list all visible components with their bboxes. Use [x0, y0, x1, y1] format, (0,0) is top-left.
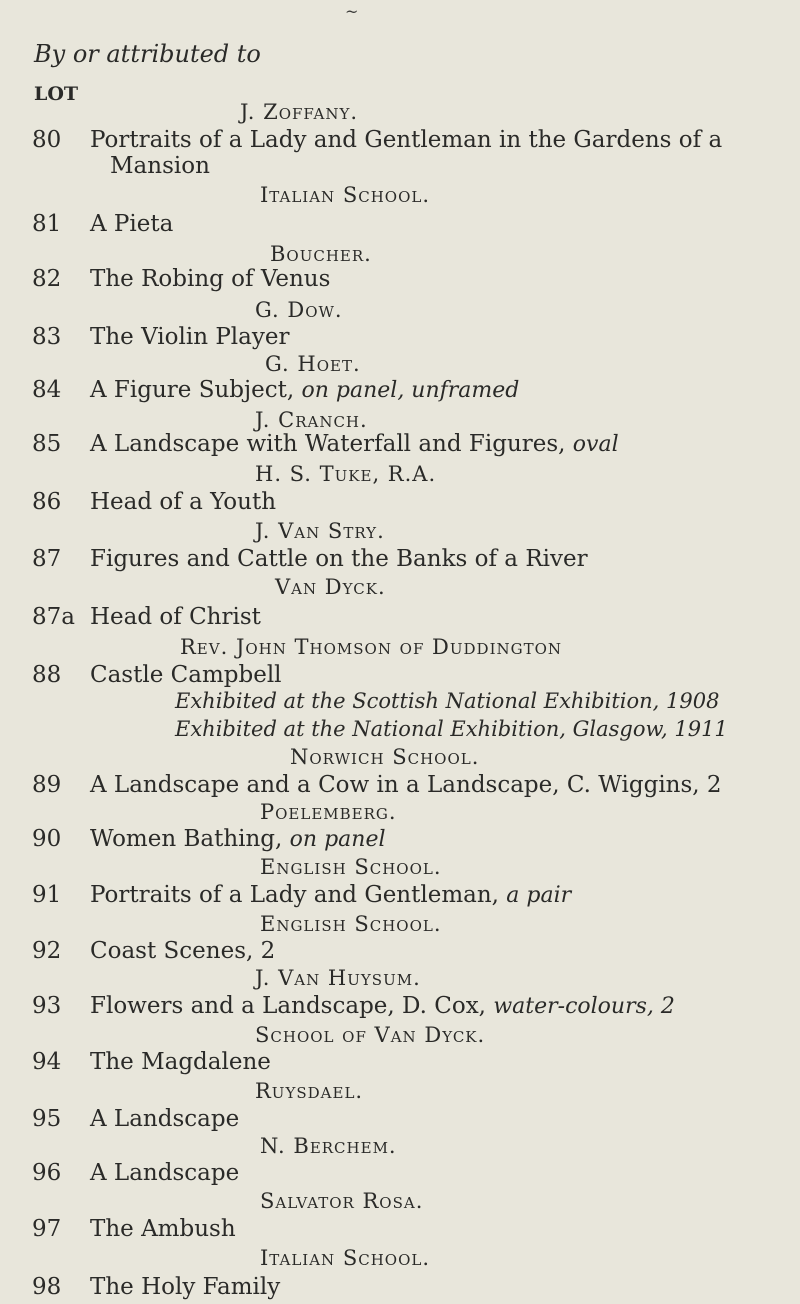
lot-qualifier: a pair [506, 883, 572, 908]
lot-title-text: A Figure Subject, [90, 377, 295, 403]
lot-title-text: Women Bathing, [90, 826, 283, 852]
lot-title-text: Portraits of a Lady and Gentleman in the Gardens of a [90, 127, 723, 153]
artist-name: N. Berchem. [260, 1134, 397, 1158]
artist-name: Italian School. [260, 183, 431, 207]
artist-name: J. Van Huysum. [255, 966, 421, 990]
lot-title-text: The Magdalene [90, 1049, 271, 1075]
artist-name: G. Hoet. [265, 352, 361, 376]
artist-name: J. Van Stry. [255, 519, 385, 543]
lot-title-text: The Holy Family [90, 1274, 281, 1300]
lot-title [90, 600, 261, 634]
lot-title-text: Head of a Youth [90, 489, 277, 515]
artist-name: Rev. John Thomson of Duddington [180, 635, 563, 659]
lot-row [0, 427, 800, 461]
lot-number: 86 [32, 489, 62, 515]
lot-title-text: Castle Campbell [90, 662, 282, 688]
artist-name: School of Van Dyck. [255, 1023, 486, 1047]
lot-title-text: The Violin Player [90, 324, 290, 350]
lot-title-text: Coast Scenes, 2 [90, 938, 276, 964]
lot-title-text: Head of Christ [90, 604, 261, 630]
artist-name: Ruysdael. [255, 1079, 364, 1103]
lot-qualifier: water-colours, 2 [493, 994, 675, 1019]
lot-row [0, 262, 800, 296]
lot-number: 84 [32, 377, 62, 403]
artist-name: J. Zoffany. [240, 100, 359, 124]
artist-name: H. S. Tuke, R.A. [255, 462, 437, 486]
lot-qualifier: on panel, unframed [301, 378, 520, 403]
exhibition-note: Exhibited at the Scottish National Exhibition, 1908 [175, 689, 720, 713]
lot-title-text: Figures and Cattle on the Banks of a River [90, 546, 588, 572]
lot-number: 81 [32, 211, 62, 237]
lot-title [90, 1270, 280, 1304]
exhibition-note: Exhibited at the National Exhibition, Glasgow, 1911 [175, 717, 728, 741]
artist-name: Poelemberg. [260, 800, 397, 824]
lot-number: 98 [32, 1274, 62, 1300]
lot-number: 91 [32, 882, 62, 908]
lot-title-text: A Landscape [90, 1106, 240, 1132]
lot-title-text: A Landscape [90, 1160, 240, 1186]
lot-number: 93 [32, 993, 62, 1019]
lot-number: 80 [32, 127, 62, 153]
lot-number: 94 [32, 1049, 62, 1075]
lot-number: 95 [32, 1106, 62, 1132]
lot-number: 90 [32, 826, 62, 852]
artist-name: English School. [260, 855, 442, 879]
lot-row [0, 373, 800, 407]
lot-qualifier: oval [572, 432, 619, 457]
lot-number: 96 [32, 1160, 62, 1186]
lot-number: 88 [32, 662, 62, 688]
lot-title-text: A Landscape and a Cow in a Landscape, C. Wiggins, 2 [90, 772, 722, 798]
artist-name: English School. [260, 912, 442, 936]
lot-qualifier: on panel [289, 827, 386, 852]
lot-row [0, 207, 800, 241]
artist-name: Italian School. [260, 1246, 431, 1270]
page-mark: ~ [345, 2, 359, 21]
lot-title [90, 262, 330, 296]
lot-column-label: LOT [34, 83, 79, 105]
lot-row [0, 600, 800, 634]
lot-title-text: The Ambush [90, 1216, 236, 1242]
lot-number: 92 [32, 938, 62, 964]
artist-name: Salvator Rosa. [260, 1189, 424, 1213]
artist-name: Norwich School. [290, 745, 480, 769]
lot-title-text: A Pieta [90, 211, 174, 237]
lot-number: 82 [32, 266, 62, 292]
lot-number: 97 [32, 1216, 62, 1242]
lot-number: 83 [32, 324, 62, 350]
lot-title [90, 207, 173, 241]
lot-number: 87 [32, 546, 62, 572]
artist-name: Van Dyck. [275, 575, 386, 599]
lot-number: 85 [32, 431, 62, 457]
artist-name: G. Dow. [255, 298, 343, 322]
lot-number: 89 [32, 772, 62, 798]
lot-title-text: A Landscape with Waterfall and Figures, [90, 431, 566, 457]
lot-row [0, 1270, 800, 1304]
lot-number: 87a [32, 604, 75, 630]
lot-title-text: Flowers and a Landscape, D. Cox, [90, 993, 486, 1019]
lot-title-text: The Robing of Venus [90, 266, 331, 292]
page-heading: By or attributed to [34, 40, 261, 68]
artist-heading-row [0, 570, 800, 604]
lot-title-continuation: Mansion [110, 153, 210, 179]
lot-title-text: Portraits of a Lady and Gentleman, [90, 882, 499, 908]
artist-name: J. Cranch. [255, 408, 368, 432]
artist-name: Boucher. [270, 242, 372, 266]
